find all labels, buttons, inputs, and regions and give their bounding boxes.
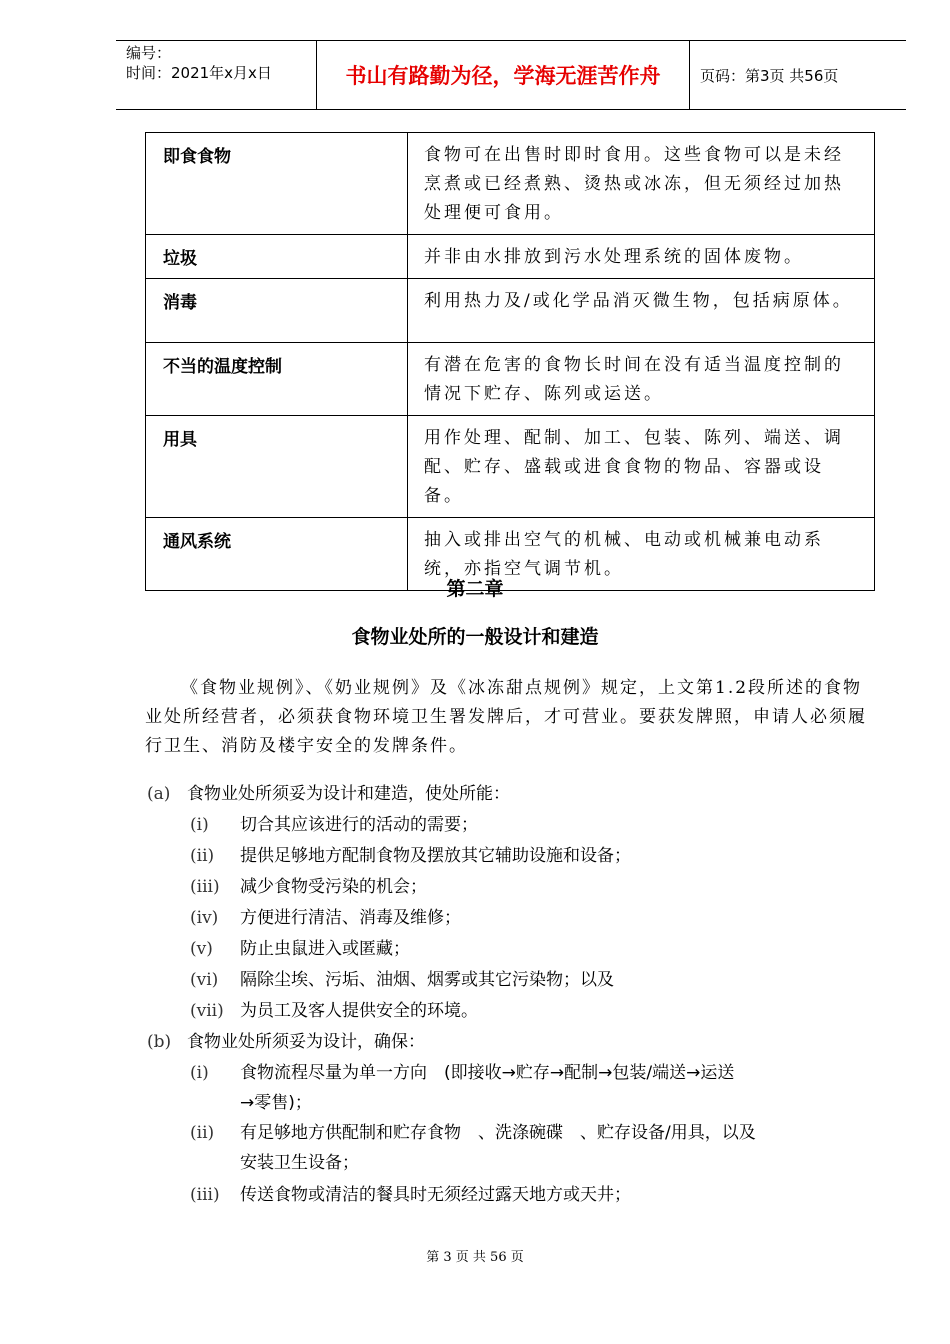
section-text: 食物业处所须妥为设计和建造，使处所能： (187, 784, 510, 804)
intro-paragraph: 《食物业规例》、《奶业规例》及《冰冻甜点规例》规定，上文第1.2段所述的食物业处所经营者，必须获食物环境卫生署发牌后，才可营业。要获发牌照，申请人必须履行卫生、消防及楼宇安全的发牌条件。 (145, 678, 867, 756)
item-text: 减少食物受污染的机会； (240, 877, 427, 897)
list-item (190, 1058, 734, 1088)
header-meta (116, 41, 316, 109)
definition-cell: 食物可在出售时即时食用。这些食物可以是未经烹煮或已经煮熟、烫热或冰冻，但无须经过加热处理便可食用。 (408, 133, 875, 235)
table-row (146, 416, 875, 518)
list-item (190, 1118, 756, 1148)
definitions-table (145, 132, 875, 591)
definition-cell: 利用热力及/或化学品消灭微生物，包括病原体。 (408, 279, 875, 343)
list-item (190, 934, 410, 964)
header-motto: 书山有路勤为径，学海无涯苦作舟 (316, 41, 690, 109)
item-text: 隔除尘埃、污垢、油烟、烟雾或其它污染物；以及 (240, 970, 614, 990)
table-row (146, 235, 875, 279)
document-date: 时间：2021年x月x日 (126, 64, 272, 82)
list-item-continuation: →零售)； (240, 1093, 312, 1113)
section-marker: (b) (147, 1032, 172, 1052)
term-cell: 通风系统 (146, 518, 408, 591)
list-item (190, 903, 461, 933)
definition-cell: 用作处理、配制、加工、包装、陈列、端送、调配、贮存、盛载或进食食物的物品、容器或设备。 (408, 416, 875, 518)
item-text: 传送食物或清洁的餐具时无须经过露天地方或天井； (240, 1185, 631, 1205)
item-text: 提供足够地方配制食物及摆放其它辅助设施和设备； (240, 846, 631, 866)
page-header (116, 40, 906, 110)
item-text: 食物流程尽量为单一方向 (即接收→贮存→配制→包装/端送→运送 (240, 1063, 735, 1083)
term-cell: 即食食物 (146, 133, 408, 235)
document-number-label: 编号： (126, 44, 172, 62)
term-cell: 消毒 (146, 279, 408, 343)
list-item (190, 841, 631, 871)
item-text: 有足够地方供配制和贮存食物 、洗涤碗碟 、贮存设备/用具，以及 (240, 1123, 756, 1143)
list-item (190, 965, 614, 995)
item-marker: (i) (190, 1063, 209, 1083)
item-marker: (iii) (190, 1185, 220, 1205)
item-marker: (vi) (190, 970, 219, 990)
item-marker: (vii) (190, 1001, 224, 1021)
list-item (190, 1180, 631, 1210)
item-marker: (i) (190, 815, 209, 835)
term-cell: 用具 (146, 416, 408, 518)
chapter-title: 食物业处所的一般设计和建造 (351, 626, 599, 648)
item-marker: (iv) (190, 908, 219, 928)
list-item-continuation: 安装卫生设备； (240, 1153, 359, 1173)
item-marker: (v) (190, 939, 213, 959)
item-text: 切合其应该进行的活动的需要； (240, 815, 478, 835)
item-text: 防止虫鼠进入或匿藏； (240, 939, 410, 959)
table-row (146, 133, 875, 235)
table-row (146, 279, 875, 343)
item-text: 方便进行清洁、消毒及维修； (240, 908, 461, 928)
section-a (147, 779, 510, 809)
list-item (190, 810, 478, 840)
table-row (146, 343, 875, 416)
item-marker: (iii) (190, 877, 220, 897)
section-b (147, 1027, 425, 1057)
term-cell: 垃圾 (146, 235, 408, 279)
section-text: 食物业处所须妥为设计，确保： (187, 1032, 425, 1052)
item-marker: (ii) (190, 846, 215, 866)
list-item (190, 996, 478, 1026)
item-text: 为员工及客人提供安全的环境。 (240, 1001, 478, 1021)
page-footer: 第 3 页 共 56 页 (426, 1250, 524, 1265)
definition-cell: 并非由水排放到污水处理系统的固体废物。 (408, 235, 875, 279)
chapter-number: 第二章 (446, 578, 504, 600)
section-marker: (a) (147, 784, 171, 804)
list-item (190, 872, 427, 902)
definition-cell: 有潜在危害的食物长时间在没有适当温度控制的情况下贮存、陈列或运送。 (408, 343, 875, 416)
item-marker: (ii) (190, 1123, 215, 1143)
term-cell: 不当的温度控制 (146, 343, 408, 416)
header-page-info: 页码：第3页 共56页 (700, 66, 839, 85)
definition-cell: 抽入或排出空气的机械、电动或机械兼电动系统，亦指空气调节机。 (408, 518, 875, 591)
